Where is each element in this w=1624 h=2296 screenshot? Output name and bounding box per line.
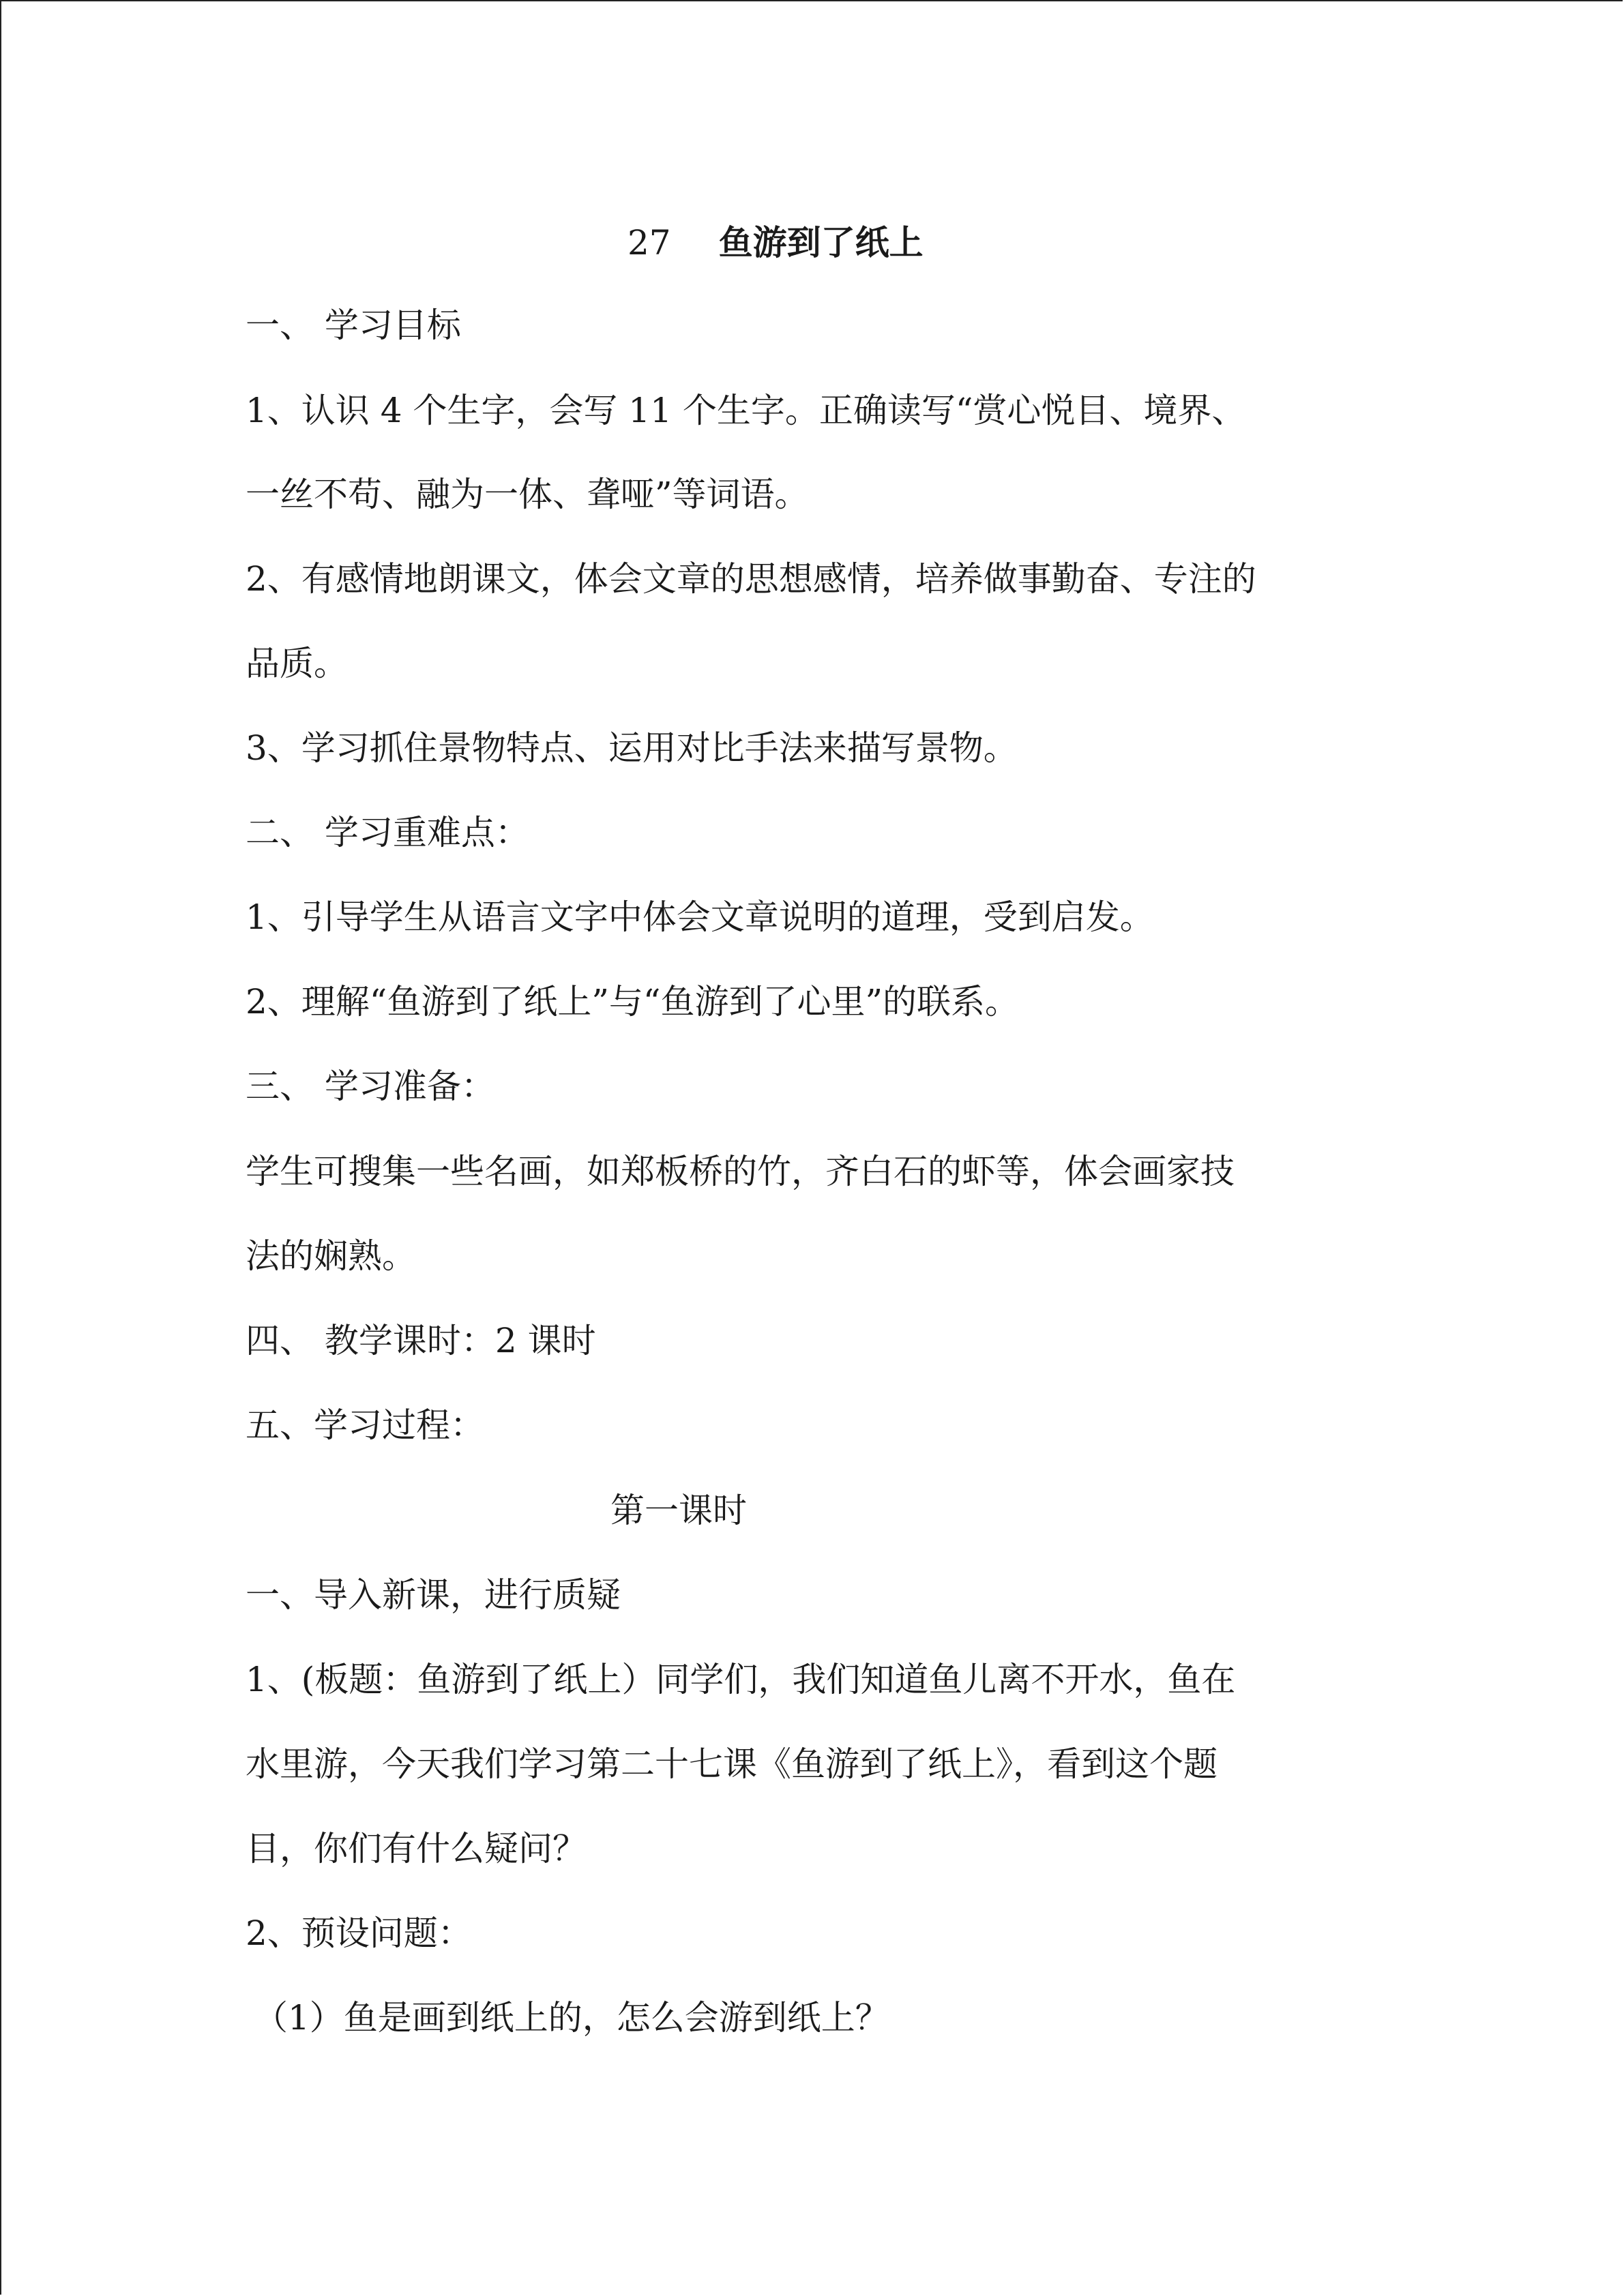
paragraph-line: 法的娴熟。 <box>246 1236 416 1276</box>
paragraph-line: （1）鱼是画到纸上的，怎么会游到纸上？ <box>254 1998 889 2038</box>
paragraph-line: 学生可搜集一些名画，如郑板桥的竹，齐白石的虾等，体会画家技 <box>246 1152 1235 1191</box>
lesson-title: 鱼游到了纸上 <box>718 222 924 263</box>
paragraph-line: 1、认识 4 个生字，会写 11 个生字。正确读写“赏心悦目、境界、 <box>246 391 1246 430</box>
paragraph-line: 2、预设问题： <box>246 1913 472 1953</box>
paragraph-line: 3、学习抓住景物特点、运用对比手法来描写景物。 <box>246 728 1018 768</box>
subsection-title: 第一课时 <box>610 1491 747 1530</box>
section-heading: 三、 学习准备： <box>246 1067 495 1106</box>
section-heading: 四、 教学课时：2 课时 <box>246 1321 596 1360</box>
section-heading: 一、 学习目标 <box>246 305 461 345</box>
paragraph-line: 品质。 <box>246 644 348 683</box>
paragraph-line: 2、有感情地朗课文，体会文章的思想感情，培养做事勤奋、专注的 <box>246 559 1256 599</box>
paragraph-line: 1、引导学生从语言文字中体会文章说明的道理，受到启发。 <box>246 897 1154 937</box>
paragraph-line: 2、理解“鱼游到了纸上”与“鱼游到了心里”的联系。 <box>246 982 1020 1022</box>
paragraph-line: 一、导入新课，进行质疑 <box>246 1575 621 1615</box>
paragraph-line: 1、(板题：鱼游到了纸上）同学们，我们知道鱼儿离不开水，鱼在 <box>246 1660 1236 1699</box>
section-heading: 五、学习过程： <box>246 1405 484 1445</box>
page-title <box>628 215 924 265</box>
paragraph-line: 一丝不苟、融为一体、聋哑”等词语。 <box>246 475 809 514</box>
lesson-number: 27 <box>628 223 671 263</box>
section-heading: 二、 学习重难点： <box>246 813 529 852</box>
paragraph-line: 水里游，今天我们学习第二十七课《鱼游到了纸上》，看到这个题 <box>246 1744 1217 1784</box>
paragraph-line: 目，你们有什么疑问？ <box>246 1829 587 1868</box>
